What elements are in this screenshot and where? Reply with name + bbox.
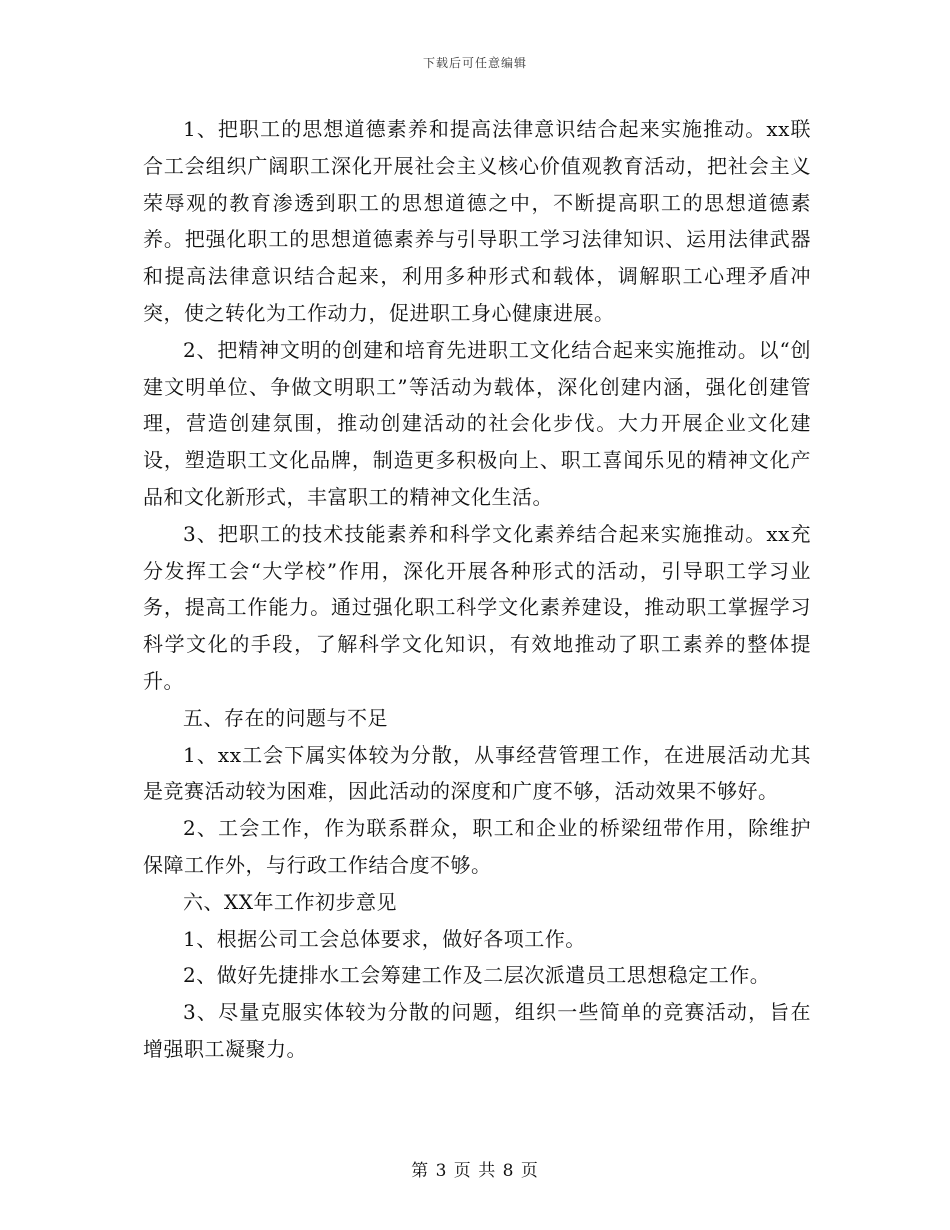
paragraph-7: 2、做好先捷排水工会筹建工作及二层次派遣员工思想稳定工作。 [183, 963, 771, 988]
section-heading-6: 六、XX年工作初步意见 [183, 889, 397, 914]
paragraph-4: 1、xx工会下属实体较为分散，从事经营管理工作，在进展活动尤其是竞赛活动较为困难，因此活动的深度和广度不够，活动效果不够好。 [143, 742, 811, 804]
document-body [143, 111, 811, 1068]
page-header: 下载后可任意编辑 [422, 56, 527, 70]
paragraph-1: 1、把职工的思想道德素养和提高法律意识结合起来实施推动。xx联合工会组织广阔职工深化开展社会主义核心价值观教育活动，把社会主义荣辱观的教育渗透到职工的思想道德之中，不断提高职工的思想道德素养。把强化职工的思想道德素养与引导职工学习法律知识、运用法律武器和提高法律意识结合起来，利用多种形式和载体，调解职工心理矛盾冲突，使之转化为工作动力，促进职工身心健康进展。 [143, 117, 811, 325]
paragraph-3: 3、把职工的技术技能素养和科学文化素养结合起来实施推动。xx充分发挥工会“大学校”作用，深化开展各种形式的活动，引导职工学习业务，提高工作能力。通过强化职工科学文化素养建设，推动职工掌握学习科学文化的手段，了解科学文化知识，有效地推动了职工素养的整体提升。 [143, 521, 811, 693]
paragraph-8: 3、尽量克服实体较为分散的问题，组织一些简单的竞赛活动，旨在增强职工凝聚力。 [143, 1000, 811, 1061]
page-number: 第 3 页 共 8 页 [411, 1161, 539, 1181]
section-heading-5: 五、存在的问题与不足 [183, 705, 388, 730]
paragraph-2: 2、把精神文明的创建和培育先进职工文化结合起来实施推动。以“创建文明单位、争做文明职工”等活动为载体，深化创建内涵，强化创建管理，营造创建氛围，推动创建活动的社会化步伐。大力开展企业文化建设，塑造职工文化品牌，制造更多积极向上、职工喜闻乐见的精神文化产品和文化新形式，丰富职工的精神文化生活。 [143, 337, 811, 509]
paragraph-5: 2、工会工作，作为联系群众，职工和企业的桥梁纽带作用，除维护保障工作外，与行政工作结合度不够。 [143, 816, 811, 877]
paragraph-6: 1、根据公司工会总体要求，做好各项工作。 [183, 926, 586, 951]
